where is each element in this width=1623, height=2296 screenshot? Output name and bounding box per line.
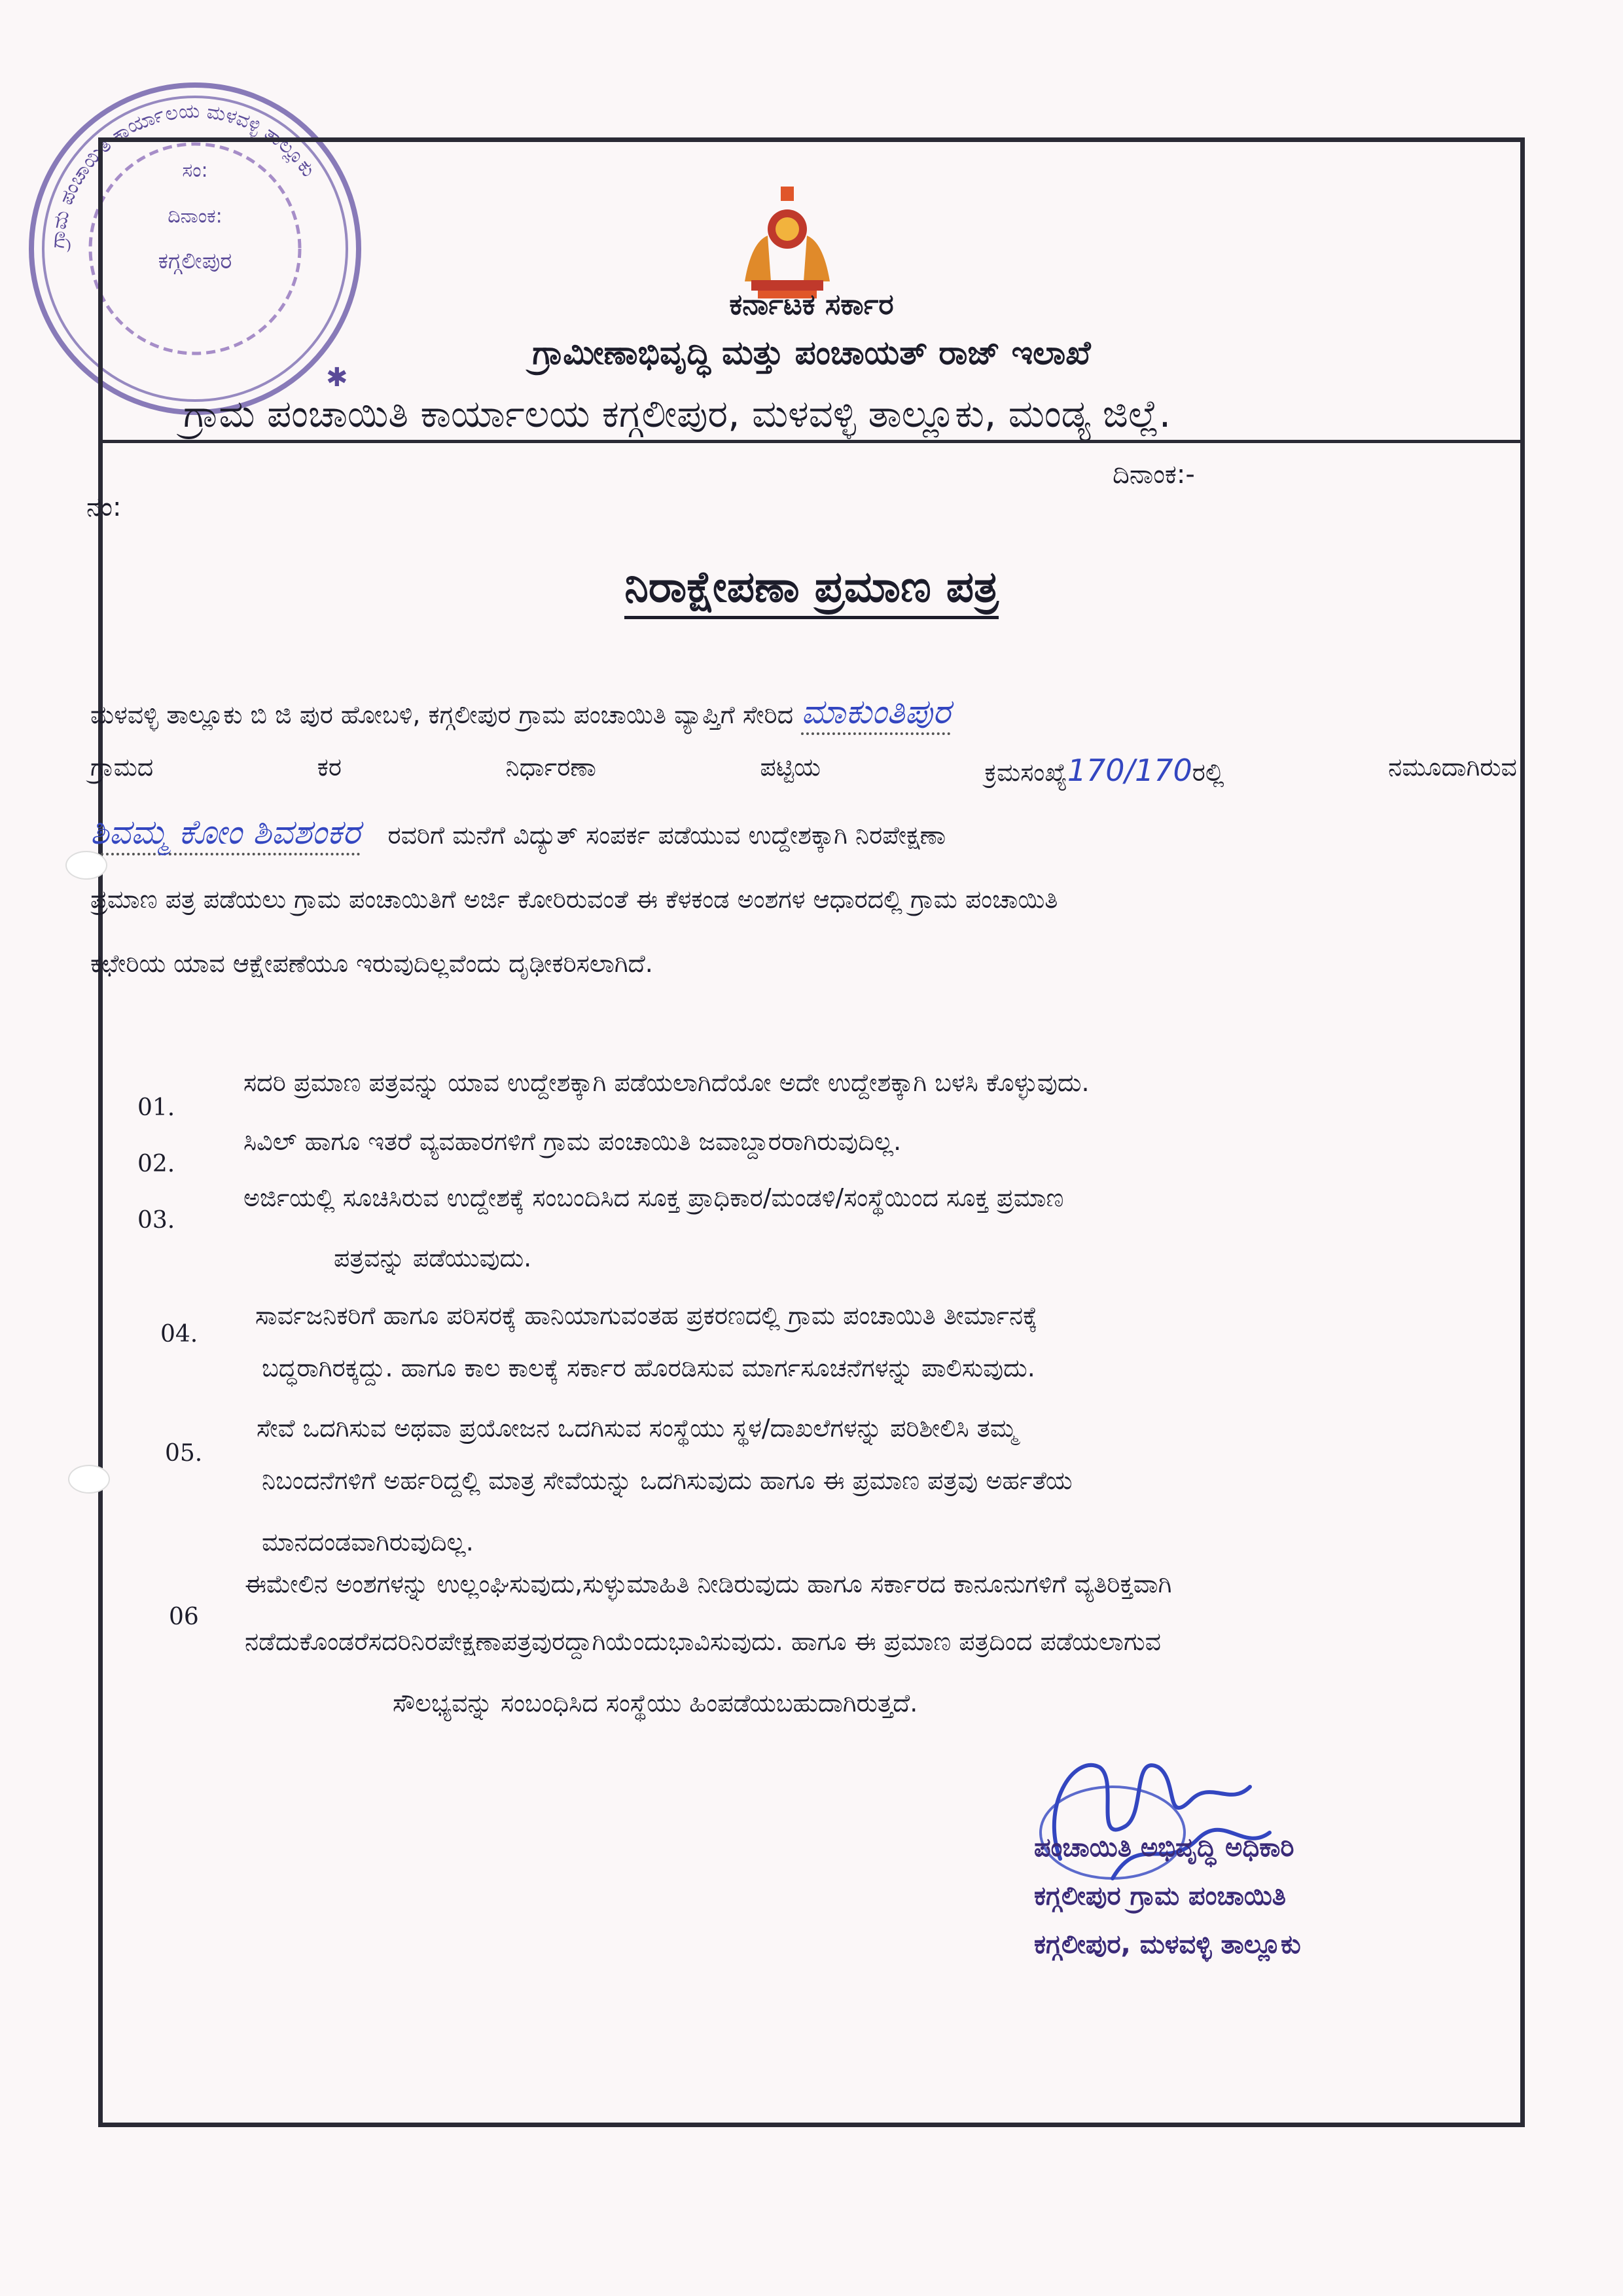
government-name: ಕರ್ನಾಟಕ ಸರ್ಕಾರ bbox=[729, 288, 894, 321]
serial-handwritten: 170/170 bbox=[1067, 753, 1192, 788]
condition-6-line-3: ಸೌಲಭ್ಯವನ್ನು ಸಂಬಂಧಿಸಿದ ಸಂಸ್ಥೆಯು ಹಿಂಪಡೆಯಬಹುದಾಗಿರುತ್ತದೆ. bbox=[393, 1689, 918, 1717]
header-divider bbox=[98, 440, 1525, 443]
signatory-place: ಕಗ್ಗಲೀಪುರ, ಮಳವಳ್ಳಿ ತಾಲ್ಲೂಕು bbox=[1034, 1929, 1301, 1960]
body-line-2 bbox=[90, 753, 1517, 788]
body-line-3 bbox=[90, 813, 1517, 855]
seal-star-icon: ✱ bbox=[326, 363, 348, 393]
punch-hole bbox=[65, 851, 107, 880]
body-line-5: ಕಛೇರಿಯ ಯಾವ ಆಕ್ಷೇಪಣೆಯೂ ಇರುವುದಿಲ್ಲವೆಂದು ದೃಢೀಕರಿಸಲಾಗಿದೆ. bbox=[90, 949, 653, 978]
condition-4-number: 04. bbox=[160, 1321, 198, 1348]
condition-5-number: 05. bbox=[165, 1440, 203, 1467]
body-word-in: ರಲ್ಲಿ bbox=[1192, 758, 1224, 787]
seal-ring-text: ಗ್ರಾಮ ಪಂಚಾಯಿತಿ ಕಾರ್ಯಾಲಯ ಮಳವಳ್ಳಿ ತಾಲ್ಲೂಕು bbox=[46, 99, 320, 249]
signatory-designation: ಪಂಚಾಯಿತಿ ಅಭಿವೃದ್ಧಿ ಅಧಿಕಾರಿ bbox=[1034, 1833, 1294, 1863]
seal-no-label: ಸಂ: bbox=[182, 159, 208, 182]
body-word-entered: ನಮೂದಾಗಿರುವ bbox=[1388, 753, 1517, 781]
reference-number-label: ನಂ: bbox=[86, 492, 122, 522]
village-field bbox=[801, 692, 950, 735]
condition-6-line-1: ಈಮೇಲಿನ ಅಂಶಗಳನ್ನು ಉಲ್ಲಂಘಿಸುವುದು,ಸುಳ್ಳುಮಾಹಿತಿ ನೀಡಿರುವುದು ಹಾಗೂ ಸರ್ಕಾರದ ಕಾನೂನುಗಳಿಗೆ ವ್ಯತಿರಿಕ್ತವಾಗಿ bbox=[245, 1570, 1172, 1598]
body-line-1-text: ಮಳವಳ್ಳಿ ತಾಲ್ಲೂಕು ಬಿ ಜಿ ಪುರ ಹೋಬಳಿ, ಕಗ್ಗಲೀಪುರ ಗ್ರಾಮ ಪಂಚಾಯಿತಿ ವ್ಯಾಪ್ತಿಗೆ ಸೇರಿದ bbox=[90, 700, 794, 729]
applicant-name-field bbox=[90, 813, 360, 855]
condition-3-line-1: ಅರ್ಜಿಯಲ್ಲಿ ಸೂಚಿಸಿರುವ ಉದ್ದೇಶಕ್ಕೆ ಸಂಬಂದಿಸಿದ ಸೂಕ್ತ ಪ್ರಾಧಿಕಾರ/ಮಂಡಳಿ/ಸಂಸ್ಥೆಯಿಂದ ಸೂಕ್ತ ಪ್ರಮಾಣ bbox=[243, 1183, 1064, 1212]
body-line-1 bbox=[90, 692, 1517, 735]
body-word-list: ಪಟ್ಟಿಯ bbox=[760, 753, 821, 781]
condition-6-number: 06 bbox=[169, 1604, 199, 1630]
condition-1-line-1: ಸದರಿ ಪ್ರಮಾಣ ಪತ್ರವನ್ನು ಯಾವ ಉದ್ದೇಶಕ್ಕಾಗಿ ಪಡೆಯಲಾಗಿದೆಯೋ ಅದೇ ಉದ್ದೇಶಕ್ಕಾಗಿ ಬಳಸಿ ಕೊಳ್ಳುವುದು. bbox=[243, 1068, 1090, 1097]
body-word-tax: ಕರ bbox=[317, 753, 342, 781]
body-word-village: ಗ್ರಾಮದ bbox=[90, 753, 154, 781]
signatory-office: ಕಗ್ಗಲೀಪುರ ಗ್ರಾಮ ಪಂಚಾಯಿತಿ bbox=[1034, 1881, 1287, 1911]
punch-hole bbox=[68, 1465, 110, 1494]
village-handwritten: ಮಾಕುಂತಿಪುರ bbox=[801, 692, 951, 732]
signatory-stamp bbox=[1034, 1833, 1492, 1978]
condition-4-line-1: ಸಾರ್ವಜನಿಕರಿಗೆ ಹಾಗೂ ಪರಿಸರಕ್ಕೆ ಹಾನಿಯಾಗುವಂತಹ ಪ್ರಕರಣದಲ್ಲಿ ಗ್ರಾಮ ಪಂಚಾಯಿತಿ ತೀರ್ಮಾನಕ್ಕೆ bbox=[255, 1301, 1038, 1330]
condition-6-line-2: ನಡೆದುಕೊಂಡರೆಸದರಿನಿರಪೇಕ್ಷಣಾಪತ್ರವುರದ್ದಾಗಿಯೆಂದುಭಾವಿಸುವುದು. ಹಾಗೂ ಈ ಪ್ರಮಾಣ ಪತ್ರದಿಂದ ಪಡೆಯಲಾಗುವ bbox=[245, 1627, 1162, 1656]
body-line-3-text: ರವರಿಗೆ ಮನೆಗೆ ವಿದ್ಯುತ್ ಸಂಪರ್ಕ ಪಡೆಯುವ ಉದ್ದೇಶಕ್ಕಾಗಿ ನಿರಪೇಕ್ಷಣಾ bbox=[387, 821, 946, 850]
condition-5-line-1: ಸೇವೆ ಒದಗಿಸುವ ಅಥವಾ ಪ್ರಯೋಜನ ಒದಗಿಸುವ ಸಂಸ್ಥೆಯು ಸ್ಥಳ/ದಾಖಲೆಗಳನ್ನು ಪರಿಶೀಲಿಸಿ ತಮ್ಮ bbox=[257, 1414, 1018, 1443]
applicant-name-handwritten: ಶಿವಮ್ಮ ಕೋಂ ಶಿವಶಂಕರ bbox=[90, 813, 361, 852]
condition-5-line-3: ಮಾನದಂಡವಾಗಿರುವುದಿಲ್ಲ. bbox=[262, 1528, 474, 1556]
certificate-title-text: ನಿರಾಕ್ಷೇಪಣಾ ಪ್ರಮಾಣ ಪತ್ರ bbox=[624, 562, 999, 619]
body-word-serial: ಕ್ರಮಸಂಖ್ಯೆ bbox=[984, 758, 1067, 787]
seal-place: ಕಗ್ಗಲೀಪುರ bbox=[158, 248, 232, 274]
condition-1-number: 01. bbox=[137, 1094, 175, 1121]
condition-2-line-1: ಸಿವಿಲ್ ಹಾಗೂ ಇತರೆ ವ್ಯವಹಾರಗಳಿಗೆ ಗ್ರಾಮ ಪಂಚಾಯಿತಿ ಜವಾಬ್ದಾರರಾಗಿರುವುದಿಲ್ಲ. bbox=[243, 1127, 902, 1156]
condition-4-line-2: ಬದ್ಧರಾಗಿರಕ್ಕದ್ದು. ಹಾಗೂ ಕಾಲ ಕಾಲಕ್ಕೆ ಸರ್ಕಾರ ಹೊರಡಿಸುವ ಮಾರ್ಗಸೂಚನೆಗಳನ್ನು ಪಾಲಿಸುವುದು. bbox=[262, 1354, 1035, 1382]
department-name: ಗ್ರಾಮೀಣಾಭಿವೃದ್ಧಿ ಮತ್ತು ಪಂಚಾಯತ್ ರಾಜ್ ಇಲಾಖೆ bbox=[532, 334, 1091, 372]
condition-5-line-2: ನಿಬಂದನೆಗಳಿಗೆ ಅರ್ಹರಿದ್ದಲ್ಲಿ ಮಾತ್ರ ಸೇವೆಯನ್ನು ಒದಗಿಸುವುದು ಹಾಗೂ ಈ ಪ್ರಮಾಣ ಪತ್ರವು ಅರ್ಹತೆಯ bbox=[262, 1466, 1073, 1495]
body-line-4: ಪ್ರಮಾಣ ಪತ್ರ ಪಡೆಯಲು ಗ್ರಾಮ ಪಂಚಾಯಿತಿಗೆ ಅರ್ಜಿ ಕೋರಿರುವಂತೆ ಈ ಕೆಳಕಂಡ ಅಂಶಗಳ ಆಧಾರದಲ್ಲಿ ಗ್ರಾಮ ಪಂಚಾಯಿತಿ bbox=[90, 885, 1058, 914]
condition-2-number: 02. bbox=[137, 1151, 175, 1177]
condition-3-number: 03. bbox=[137, 1207, 175, 1234]
condition-3-line-2: ಪತ್ರವನ್ನು ಪಡೆಯುವುದು. bbox=[334, 1244, 532, 1272]
seal-date-label: ದಿನಾಂಕ: bbox=[168, 205, 223, 228]
office-address: ಗ್ರಾಮ ಪಂಚಾಯಿತಿ ಕಾರ್ಯಾಲಯ ಕಗ್ಗಲೀಪುರ, ಮಳವಳ್ಳಿ ತಾಲ್ಲೂಕು, ಮಂಡ್ಯ ಜಿಲ್ಲೆ. bbox=[183, 391, 1171, 436]
certificate-title bbox=[0, 562, 1623, 613]
body-word-assessment: ನಿರ್ಧಾರಣಾ bbox=[505, 753, 596, 781]
date-label: ದಿನಾಂಕ:- bbox=[1113, 459, 1195, 490]
